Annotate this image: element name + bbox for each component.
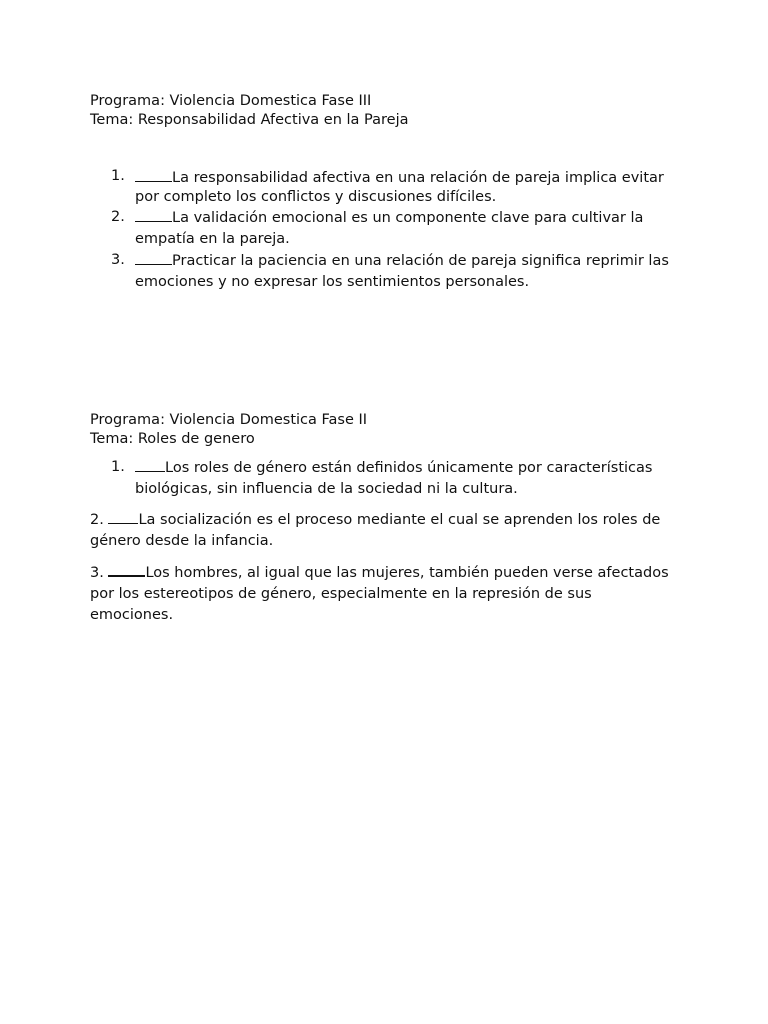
item-number: 3. [90,565,104,581]
section-2-programa: Programa: Violencia Domestica Fase II [90,412,368,428]
list-item [90,509,675,552]
list-item [90,561,675,626]
item-number: 3. [111,252,125,268]
item-text: Los hombres, al igual que las mujeres, también pueden verse afectados por los estereotipos de género, especialmente en la represión de sus emociones. [90,565,669,623]
item-text: La validación emocional es un componente clave para cultivar la empatía en la pareja. [135,210,644,247]
list-item [90,250,680,293]
item-text: La socialización es el proceso mediante el cual se aprenden los roles de género desde la infancia. [90,512,661,549]
section-2-header [90,411,690,449]
item-number: 2. [111,209,125,225]
answer-blank [108,509,138,524]
section-1-tema: Tema: Responsabilidad Afectiva en la Pareja [90,112,409,128]
list-item [90,167,680,207]
section-2-questions [90,457,690,500]
section-1-header [90,92,690,130]
section-2-paragraph-3 [90,561,675,626]
item-number: 2. [90,512,104,528]
item-text: Los roles de género están definidos únicamente por características biológicas, sin influencia de la sociedad ni la cultura. [135,460,653,497]
section-1-questions [90,167,680,293]
item-text: La responsabilidad afectiva en una relación de pareja implica evitar por completo los conflictos y discusiones difíciles. [135,170,664,205]
section-2-tema: Tema: Roles de genero [90,431,255,447]
section-2-paragraph-2 [90,509,675,552]
list-item [90,457,690,500]
item-text: Practicar la paciencia en una relación de pareja significa reprimir las emociones y no expresar los sentimientos personales. [135,253,669,290]
answer-blank [135,207,172,222]
answer-blank [108,561,145,577]
section-1-programa: Programa: Violencia Domestica Fase III [90,93,372,109]
answer-blank [135,457,165,472]
item-number: 1. [111,459,125,475]
item-number: 1. [111,168,125,184]
answer-blank [135,250,172,265]
answer-blank [135,167,172,182]
list-item [90,207,680,250]
